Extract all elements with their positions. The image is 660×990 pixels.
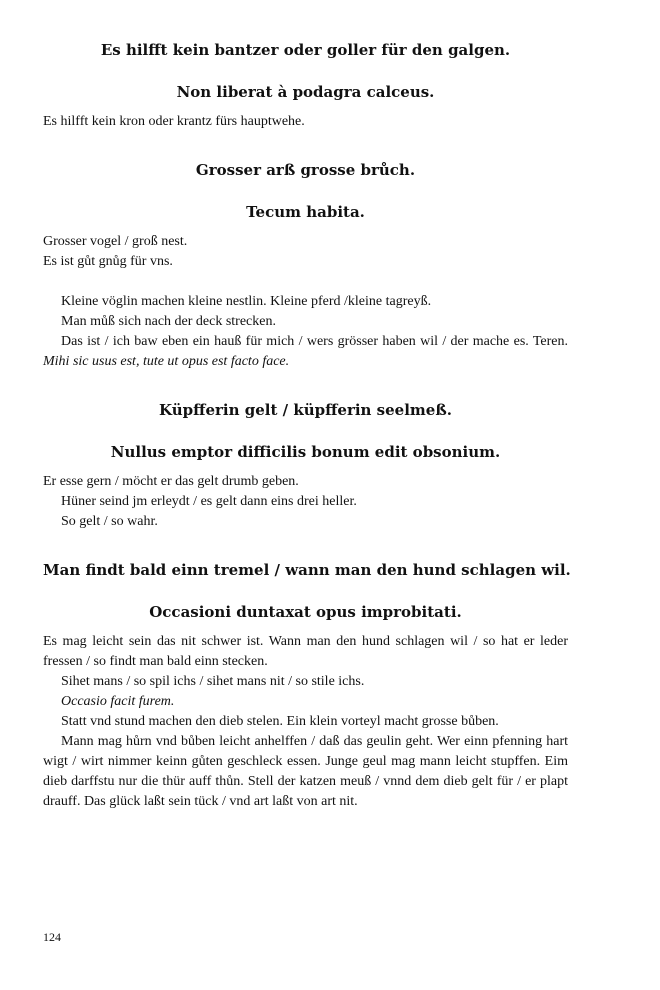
latin-occasio: Occasio facit furem.: [61, 694, 175, 709]
heading-kupfferin: Küpfferin gelt / küpfferin seelmeß.: [159, 401, 452, 419]
heading-tremel: Man findt bald einn tremel / wann man den hund schlagen wil.: [43, 561, 571, 579]
paragraph-hauss: [43, 332, 568, 372]
heading-arss: Grosser arß grosse brůch.: [195, 161, 416, 179]
page-number: 124: [43, 930, 61, 944]
line-huner: Hüner seind jm erleydt / es gelt dann eins drei heller.: [61, 494, 357, 509]
paragraph-dieb-stelen: Statt vnd stund machen den dieb stelen. Ein klein vorteyl macht grosse bůben.: [61, 714, 499, 729]
paragraph-kron: Es hilfft kein kron oder krantz fürs hauptwehe.: [43, 114, 305, 129]
line-sihet-mans: Sihet mans / so spil ichs / sihet mans nit / so stile ichs.: [61, 674, 365, 689]
latin-quote-terence: Mihi sic usus est, tute ut opus est facto face.: [43, 354, 290, 369]
line-gnug: Es ist gůt gnůg für vns.: [43, 254, 173, 269]
paragraph-hurn-buben: Mann mag hůrn vnd bůben leicht anhelffen / daß das geulin geht. Wer einn pfenning hart wigt / wirt nimmer keinn gůten geschleck essen. Junge geul mag mann leicht stupffen. Eim dieb darffstu nur die thür auff thůn. Stell der katzen meuß / vnnd dem dieb gelt für / er plapt drauff. Das glück laßt sein tück / vnd art laßt von art nit.: [43, 734, 568, 809]
page-body: [43, 38, 571, 812]
heading-occasioni: Occasioni duntaxat opus improbitati.: [149, 603, 462, 621]
line-deck: Man můß sich nach der deck strecken.: [61, 314, 276, 329]
paragraph-hund: Es mag leicht sein das nit schwer ist. Wann man den hund schlagen wil / so hat er leder fressen / so findt man bald einn stecken.: [43, 634, 568, 669]
line-vogel: Grosser vogel / groß nest.: [43, 234, 188, 249]
line-esse-gern: Er esse gern / möcht er das gelt drumb geben.: [43, 474, 299, 489]
heading-podagra: Non liberat à podagra calceus.: [176, 83, 435, 101]
heading-bantzer: Es hilfft kein bantzer oder goller für den galgen.: [100, 41, 511, 59]
heading-nullus-emptor: Nullus emptor difficilis bonum edit obsonium.: [110, 443, 501, 461]
hauss-text: Das ist / ich baw eben ein hauß für mich / wers grösser haben wil / der mache es. Teren.: [61, 334, 568, 349]
line-so-gelt: So gelt / so wahr.: [61, 514, 158, 529]
heading-tecum: Tecum habita.: [246, 203, 365, 221]
line-voglin: Kleine vöglin machen kleine nestlin. Kleine pferd /kleine tagreyß.: [61, 294, 432, 309]
